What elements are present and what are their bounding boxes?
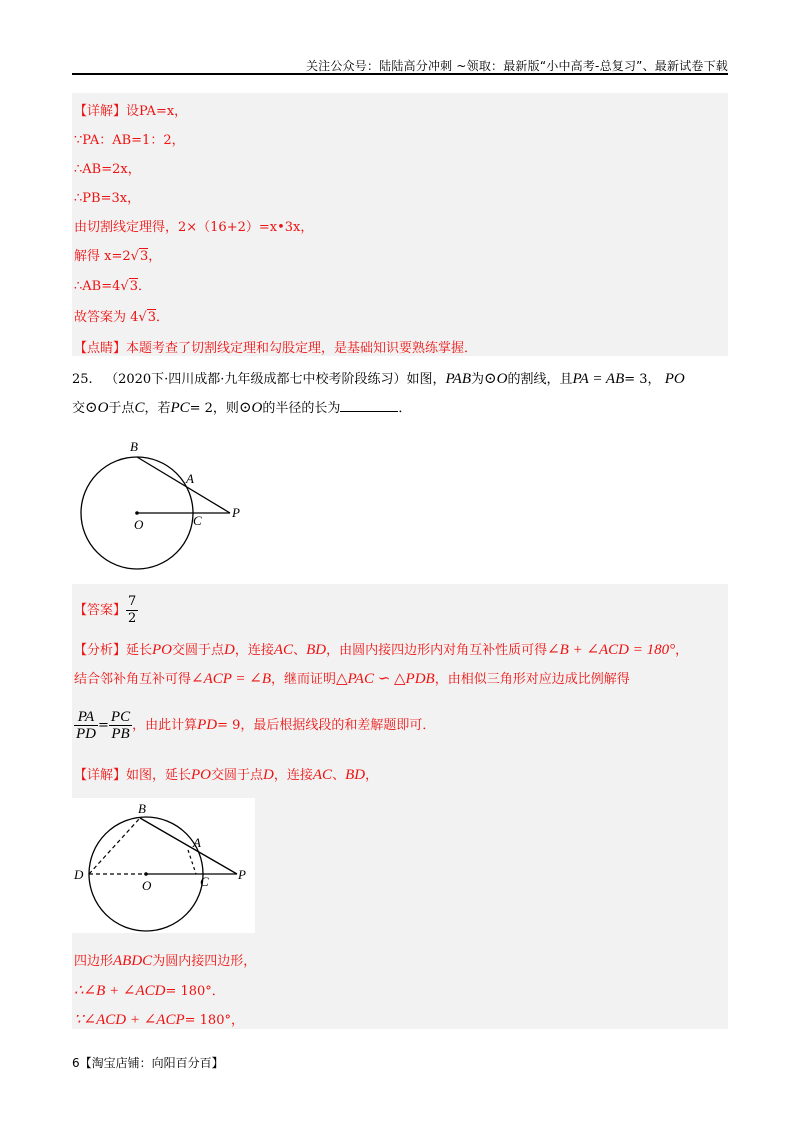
label-c: C: [193, 513, 202, 528]
analysis-line-1: [74, 639, 688, 659]
math-angle-sum: ∴∠B + ∠ACD: [74, 983, 166, 999]
detail-block-1: [72, 93, 728, 356]
detail1-line-6: [74, 245, 161, 264]
label-d: D: [74, 867, 84, 882]
detail-text: 交圆于点: [211, 768, 264, 783]
fraction-pa-pd: [74, 709, 98, 742]
detail1-line-7-text: ∴AB=4: [74, 279, 121, 294]
sqrt-sign: √: [130, 249, 139, 264]
page-header-text: 关注公众号：陆陆高分冲刺 ~领取：最新版“小中高考-总复习”、最新试卷下载: [305, 59, 728, 73]
q-text: 于点: [108, 401, 135, 416]
math-bd: BD: [306, 642, 327, 658]
question-line-1: [72, 368, 685, 388]
detail-text: ，连接: [273, 768, 313, 783]
label-c: C: [200, 874, 209, 889]
answer-label: 【答案】: [74, 603, 127, 618]
q-text: 交: [72, 401, 86, 416]
detail-text: = 180°．: [165, 984, 225, 999]
label-o: O: [142, 878, 152, 893]
math-pd: PD: [197, 717, 218, 733]
analysis-line-2: [74, 668, 630, 688]
detail1-line-5: 由切割线定理得，2×（16+2）=x•3x，: [74, 220, 314, 235]
detail1-line-6-end: ，: [148, 249, 162, 264]
sqrt-radicand: 3: [129, 279, 138, 294]
analysis-text: ，: [675, 643, 689, 658]
sqrt-radicand: 3: [147, 310, 156, 325]
math-abdc: ABDC: [113, 953, 153, 969]
answer-fraction: [126, 594, 138, 627]
frac-den: PB: [111, 726, 130, 742]
detail1-line-4: ∴PB=3x，: [74, 191, 141, 206]
fraction-pc-pb: [109, 709, 132, 742]
detail2-line-1: [74, 764, 378, 784]
math-circle-o: ⊙O: [238, 400, 263, 416]
analysis-text: ，继而证明: [271, 672, 337, 687]
detail1-comment: 【点睛】本题考查了切割线定理和勾股定理，是基础知识要熟练掌握．: [74, 341, 478, 356]
math-po: PO: [152, 642, 173, 658]
math-d: D: [224, 642, 235, 658]
q-text: 的割线，且: [507, 372, 573, 387]
geometry-figure-2: [72, 798, 255, 933]
analysis-text: 交圆于点: [172, 643, 225, 658]
math-angle-eq: ∠ACP = ∠B: [191, 671, 271, 687]
header-rule: [72, 73, 728, 75]
analysis-line-3: [74, 709, 435, 742]
q-text: 为: [471, 372, 485, 387]
answer-denominator: 2: [128, 611, 137, 626]
q-text: = 3，: [624, 372, 661, 387]
math-d: D: [263, 767, 274, 783]
analysis-text: ，连接: [234, 643, 274, 658]
geometry-figure-1: [72, 432, 272, 572]
question-number: 25.: [72, 372, 93, 387]
detail1-line-7: [74, 275, 151, 294]
label-a: A: [193, 835, 201, 850]
sqrt-radicand: 3: [139, 249, 149, 264]
detail-text: = 180°，: [184, 1013, 244, 1028]
math-circle-o: ⊙O: [484, 371, 508, 387]
math-po: PO: [664, 371, 685, 387]
detail1-line-7-end: ．: [137, 279, 151, 294]
detail1-line-8-text: 故答案为 4: [74, 310, 139, 325]
math-bd: BD: [345, 767, 366, 783]
math-pab: PAB: [445, 371, 472, 387]
q-text: ，若: [144, 401, 171, 416]
label-p: P: [232, 505, 240, 520]
analysis-text: ，由此计算: [132, 718, 198, 733]
detail2-line-2: [74, 950, 256, 970]
label-b: B: [130, 439, 138, 454]
answer-numerator: 7: [128, 594, 137, 609]
math-ac: AC: [312, 767, 333, 783]
frac-num: PC: [110, 709, 131, 725]
analysis-text: ，由相似三角形对应边成比例解得: [434, 672, 630, 687]
answer-line: [74, 594, 138, 627]
question-source: （2020下·四川成都·九年级成都七中校考阶段练习）如图，: [105, 372, 446, 387]
detail1-line-2: ∵PA：AB=1：2，: [74, 133, 185, 148]
frac-num: PA: [74, 709, 98, 726]
math-angle-sum: ∠B + ∠ACD = 180°: [547, 642, 676, 658]
detail-text: ，: [365, 768, 379, 783]
math-angle-sum: ∵∠ACD + ∠ACP: [74, 1012, 185, 1028]
label-b: B: [138, 801, 146, 816]
segment-bp: [140, 818, 237, 874]
segment-bp: [137, 457, 230, 513]
detail-text: 为圆内接四边形，: [152, 954, 257, 969]
math-c: C: [134, 400, 145, 416]
math-circle-o: ⊙O: [85, 400, 109, 416]
solution-block: [72, 584, 728, 1029]
detail1-line-1: 【详解】设PA=x，: [74, 104, 188, 119]
q-text: ．: [398, 401, 412, 416]
sqrt-sign: √: [138, 310, 147, 325]
q-text: 的半径的长为: [262, 401, 341, 416]
analysis-text: 结合邻补角互补可得: [74, 672, 192, 687]
center-dot: [144, 872, 148, 876]
label-p: P: [238, 867, 246, 882]
detail1-line-6-text: 解得 x=2: [74, 249, 131, 264]
detail1-line-8: [74, 306, 169, 325]
page-footer: 6【淘宝店铺：向阳百分百】: [72, 1056, 224, 1070]
math-ac: AC: [273, 642, 294, 658]
sqrt-sign: √: [120, 279, 129, 294]
math-pc: PC: [170, 400, 190, 416]
detail2-line-4: [74, 1009, 244, 1029]
detail1-line-8-end: ．: [155, 310, 169, 325]
detail-text: 四边形: [74, 954, 114, 969]
math-po: PO: [191, 767, 212, 783]
question-line-2: [72, 397, 411, 417]
label-o: O: [134, 517, 144, 532]
label-a: A: [186, 471, 194, 486]
analysis-text: = 9，最后根据线段的和差解题即可．: [217, 718, 436, 733]
equals-sign: =: [98, 718, 109, 733]
math-pa-ab: PA = AB: [572, 371, 625, 387]
frac-den: PD: [76, 726, 96, 742]
detail-text: 【详解】如图，延长: [74, 768, 192, 783]
q-text: = 2，则: [189, 401, 239, 416]
analysis-text: 【分析】延长: [74, 643, 153, 658]
segment-ac-dashed: [188, 850, 196, 874]
center-dot: [135, 511, 139, 515]
answer-blank: [340, 399, 398, 412]
analysis-text: ，由圆内接四边形内对角互补性质可得: [326, 643, 548, 658]
detail2-line-3: [74, 980, 225, 1000]
math-similar: △PAC ∽ △PDB: [336, 671, 435, 687]
detail-text: 、: [332, 768, 346, 783]
detail1-line-3: ∴AB=2x，: [74, 162, 141, 177]
analysis-text: 、: [293, 643, 307, 658]
